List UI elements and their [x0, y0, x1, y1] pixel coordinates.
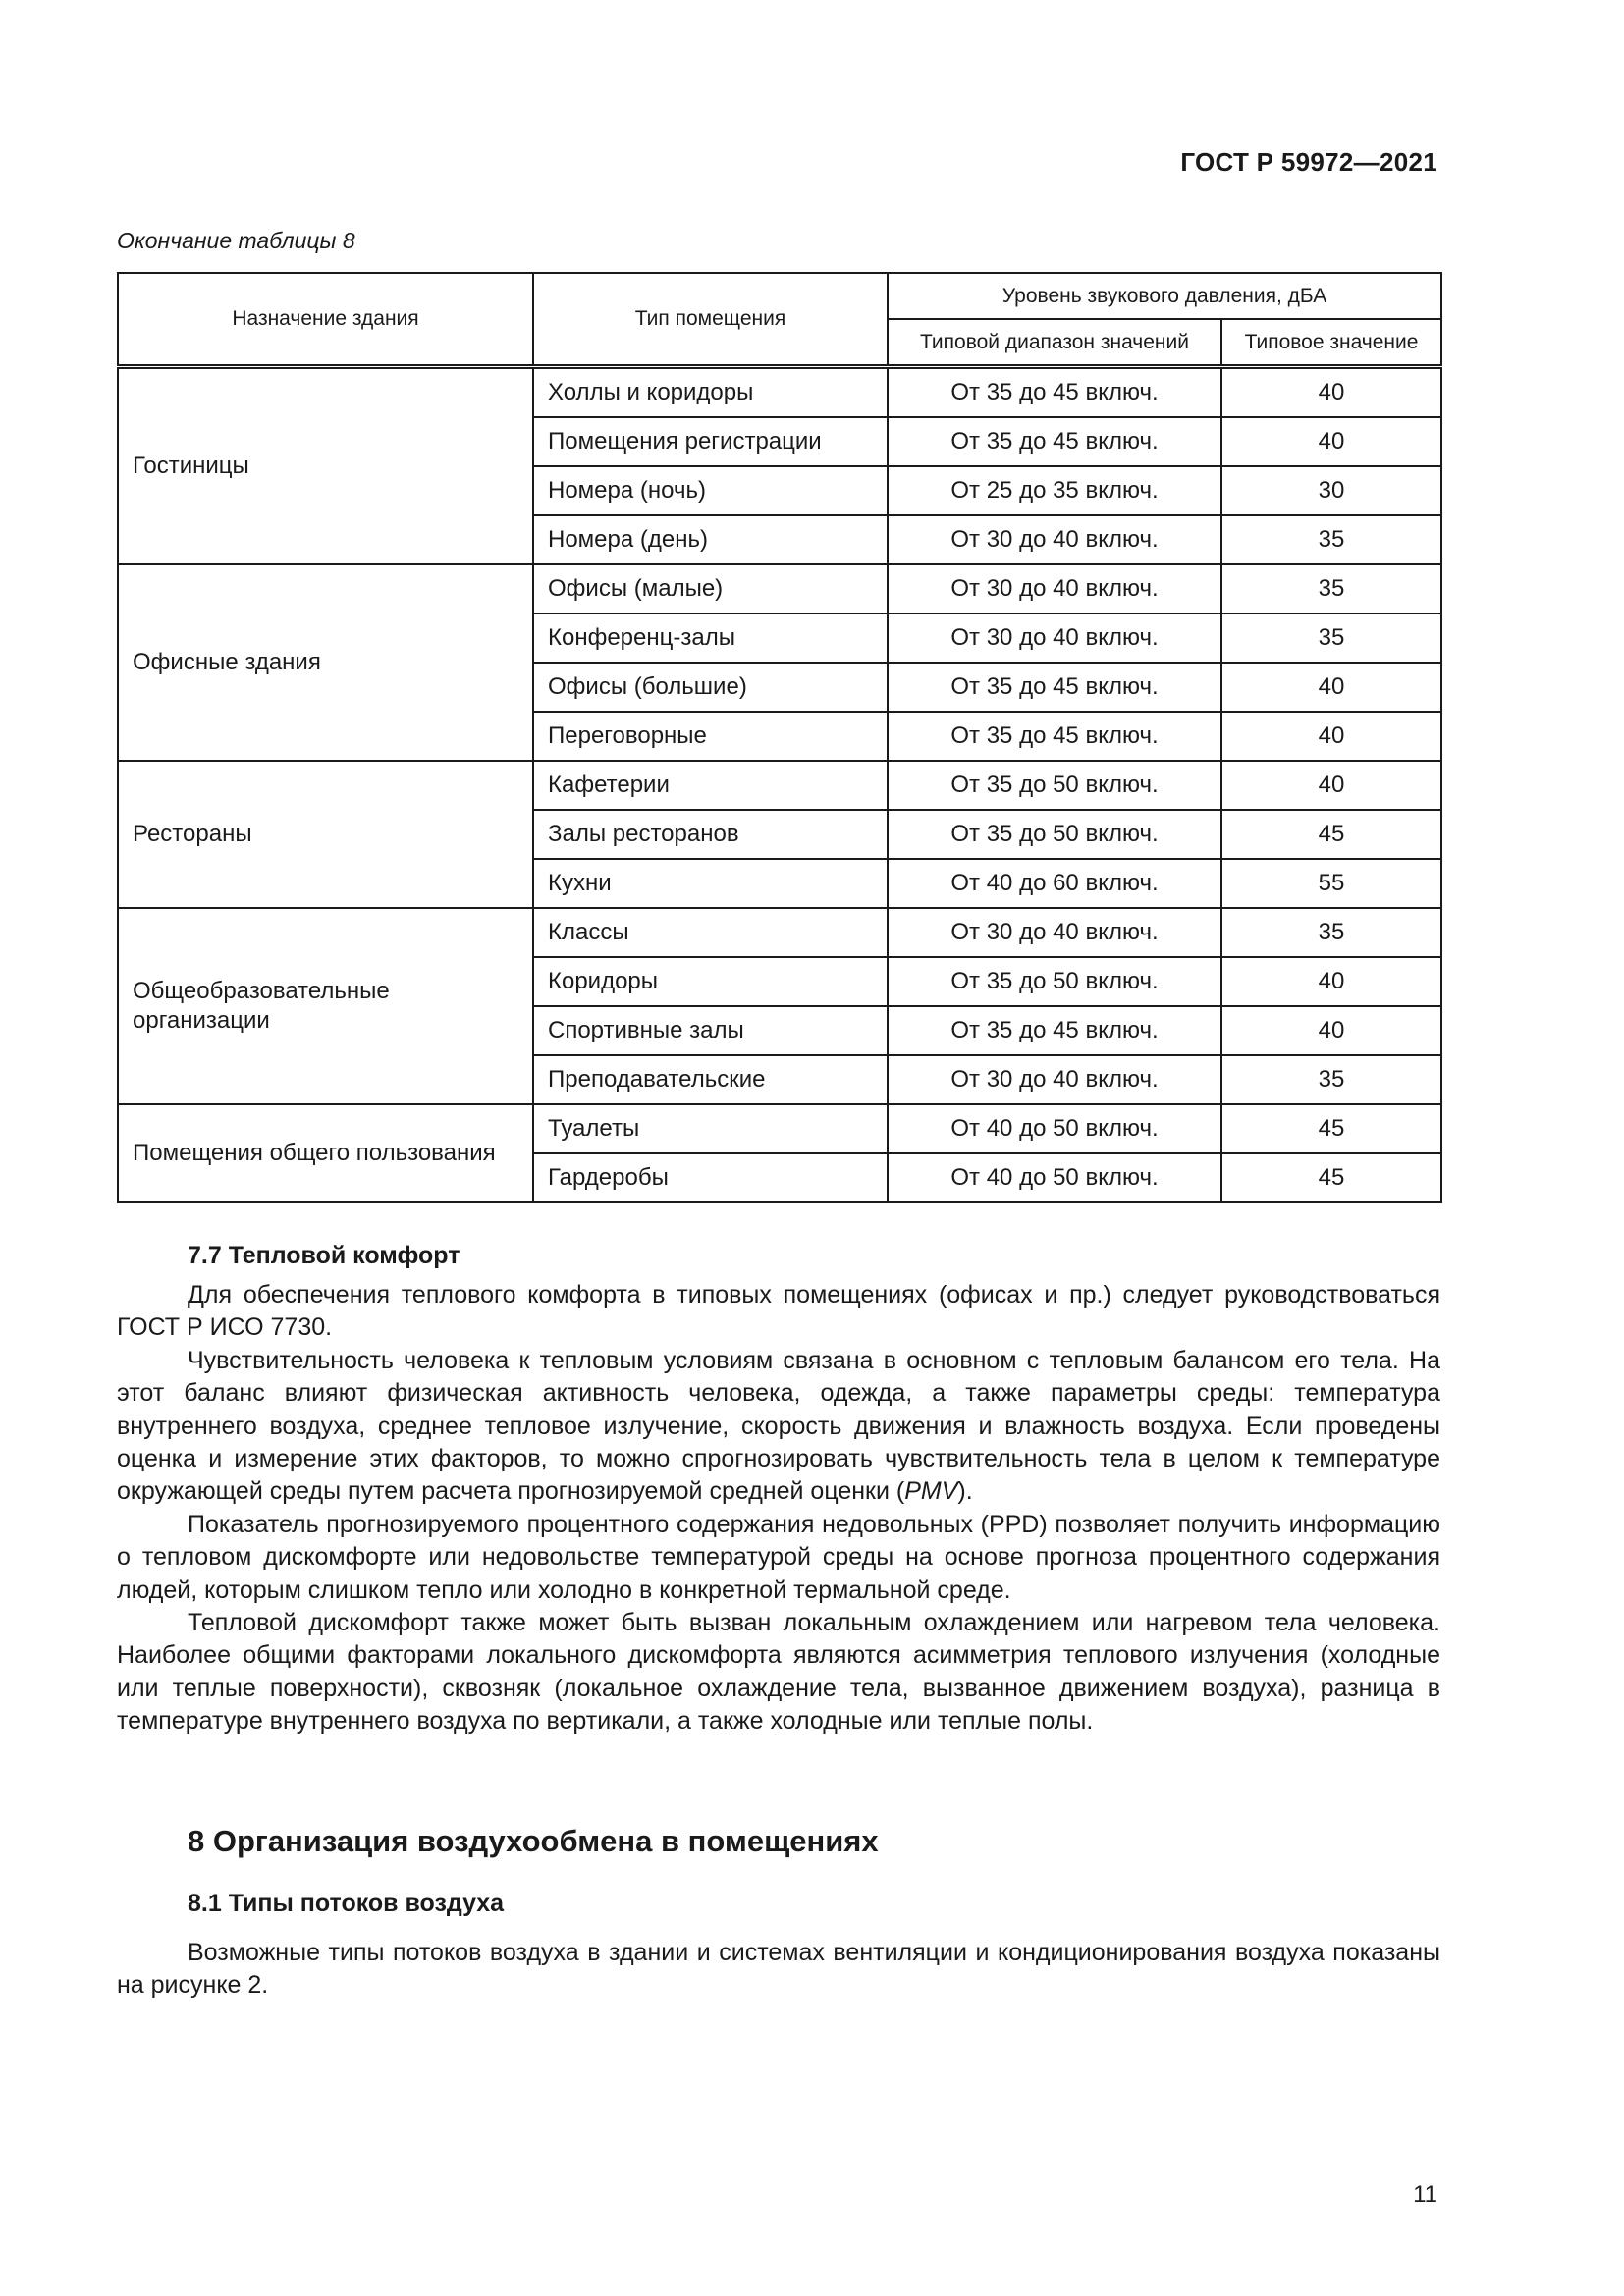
- typical-value-cell: 40: [1221, 417, 1441, 466]
- section-8-1-heading: 8.1 Типы потоков воздуха: [188, 1890, 505, 1917]
- header-typical-value: Типовое значение: [1221, 319, 1441, 367]
- table-row: [118, 564, 1441, 614]
- typical-value-cell: 40: [1221, 957, 1441, 1006]
- typical-range-cell: От 30 до 40 включ.: [888, 515, 1221, 564]
- header-sound-level: Уровень звукового давления, дБА: [888, 273, 1441, 319]
- header-room-type: Тип помещения: [533, 273, 888, 367]
- typical-value-cell: 40: [1221, 712, 1441, 761]
- typical-range-cell: От 40 до 50 включ.: [888, 1104, 1221, 1153]
- typical-range-cell: От 30 до 40 включ.: [888, 908, 1221, 957]
- typical-value-cell: 30: [1221, 466, 1441, 515]
- paragraph: Тепловой дискомфорт также может быть вызван локальным охлаждением или нагревом тела человека. Наиболее общими факторами локального дискомфорта являются асимметрия теплового излучения (холодные или теплые поверхности), сквозняк (локальное охлаждение тела, вызванное движением воздуха), разница в температуре внутреннего воздуха по вертикали, а также холодные или теплые полы.: [117, 1609, 1440, 1735]
- room-type-cell: Туалеты: [533, 1104, 888, 1153]
- room-type-cell: Номера (день): [533, 515, 888, 564]
- room-type-cell: Спортивные залы: [533, 1006, 888, 1055]
- table-row: [118, 367, 1441, 418]
- room-type-cell: Переговорные: [533, 712, 888, 761]
- section-8-heading: 8 Организация воздухообмена в помещениях: [188, 1824, 879, 1858]
- typical-value-cell: 55: [1221, 859, 1441, 908]
- typical-range-cell: От 35 до 50 включ.: [888, 810, 1221, 859]
- header-typical-range: Типовой диапазон значений: [888, 319, 1221, 367]
- table-caption: Окончание таблицы 8: [117, 228, 355, 253]
- building-type-cell: Помещения общего пользования: [118, 1104, 533, 1202]
- typical-value-cell: 35: [1221, 564, 1441, 614]
- room-type-cell: Номера (ночь): [533, 466, 888, 515]
- paragraph: Возможные типы потоков воздуха в здании и системах вентиляции и кондиционирования воздуха показаны на рисунке 2.: [117, 1939, 1440, 2000]
- page-number: 11: [1413, 2181, 1437, 2208]
- building-type-cell: Офисные здания: [118, 564, 533, 761]
- room-type-cell: Преподавательские: [533, 1055, 888, 1104]
- typical-range-cell: От 30 до 40 включ.: [888, 614, 1221, 663]
- section-7-7-heading: 7.7 Тепловой комфорт: [188, 1242, 460, 1269]
- room-type-cell: Гардеробы: [533, 1153, 888, 1202]
- paragraph: Показатель прогнозируемого процентного содержания недовольных (PPD) позволяет получить информацию о тепловом дискомфорте или недовольстве температурой среды на основе прогноза процентного содержания людей, которым слишком тепло или холодно в конкретной термальной среде.: [117, 1510, 1440, 1604]
- typical-range-cell: От 35 до 50 включ.: [888, 957, 1221, 1006]
- typical-range-cell: От 35 до 45 включ.: [888, 367, 1221, 418]
- typical-value-cell: 35: [1221, 1055, 1441, 1104]
- section-7-7-body: [117, 1279, 1440, 1738]
- building-type-cell: Рестораны: [118, 761, 533, 908]
- table-row: [118, 761, 1441, 810]
- typical-value-cell: 35: [1221, 614, 1441, 663]
- typical-range-cell: От 35 до 45 включ.: [888, 712, 1221, 761]
- typical-value-cell: 45: [1221, 810, 1441, 859]
- room-type-cell: Залы ресторанов: [533, 810, 888, 859]
- typical-value-cell: 40: [1221, 1006, 1441, 1055]
- typical-value-cell: 40: [1221, 367, 1441, 418]
- table-row: [118, 908, 1441, 957]
- typical-range-cell: От 35 до 45 включ.: [888, 417, 1221, 466]
- typical-value-cell: 35: [1221, 908, 1441, 957]
- room-type-cell: Офисы (большие): [533, 663, 888, 712]
- building-type-cell: Гостиницы: [118, 367, 533, 565]
- header-building: Назначение здания: [118, 273, 533, 367]
- typical-value-cell: 40: [1221, 663, 1441, 712]
- noise-level-table: [117, 272, 1442, 1203]
- paragraph: Для обеспечения теплового комфорта в типовых помещениях (офисах и пр.) следует руководствоваться ГОСТ Р ИСО 7730.: [117, 1281, 1440, 1342]
- room-type-cell: Классы: [533, 908, 888, 957]
- section-8-1-body: [117, 1937, 1440, 2002]
- typical-range-cell: От 30 до 40 включ.: [888, 1055, 1221, 1104]
- typical-range-cell: От 40 до 50 включ.: [888, 1153, 1221, 1202]
- room-type-cell: Коридоры: [533, 957, 888, 1006]
- document-code: ГОСТ Р 59972—2021: [1180, 147, 1437, 177]
- paragraph: Чувствительность человека к тепловым условиям связана в основном с тепловым балансом его тела. На этот баланс влияют физическая активность человека, одежда, а также параметры среды: температура внутреннего воздуха, среднее тепловое излучение, скорость движения и влажность воздуха. Если проведены оценка и измерение этих факторов, то можно спрогнозировать чувствительность тела в целом к температуре окружающей среды путем расчета прогнозируемой средней оценки (PMV).: [117, 1346, 1440, 1506]
- table-row: [118, 1104, 1441, 1153]
- room-type-cell: Помещения регистрации: [533, 417, 888, 466]
- typical-range-cell: От 30 до 40 включ.: [888, 564, 1221, 614]
- room-type-cell: Холлы и коридоры: [533, 367, 888, 418]
- building-type-cell: Общеобразовательные организации: [118, 908, 533, 1104]
- typical-value-cell: 45: [1221, 1153, 1441, 1202]
- typical-value-cell: 45: [1221, 1104, 1441, 1153]
- typical-value-cell: 35: [1221, 515, 1441, 564]
- typical-range-cell: От 40 до 60 включ.: [888, 859, 1221, 908]
- room-type-cell: Кухни: [533, 859, 888, 908]
- typical-range-cell: От 35 до 45 включ.: [888, 1006, 1221, 1055]
- room-type-cell: Офисы (малые): [533, 564, 888, 614]
- room-type-cell: Кафетерии: [533, 761, 888, 810]
- typical-range-cell: От 35 до 45 включ.: [888, 663, 1221, 712]
- typical-value-cell: 40: [1221, 761, 1441, 810]
- typical-range-cell: От 35 до 50 включ.: [888, 761, 1221, 810]
- typical-range-cell: От 25 до 35 включ.: [888, 466, 1221, 515]
- room-type-cell: Конференц-залы: [533, 614, 888, 663]
